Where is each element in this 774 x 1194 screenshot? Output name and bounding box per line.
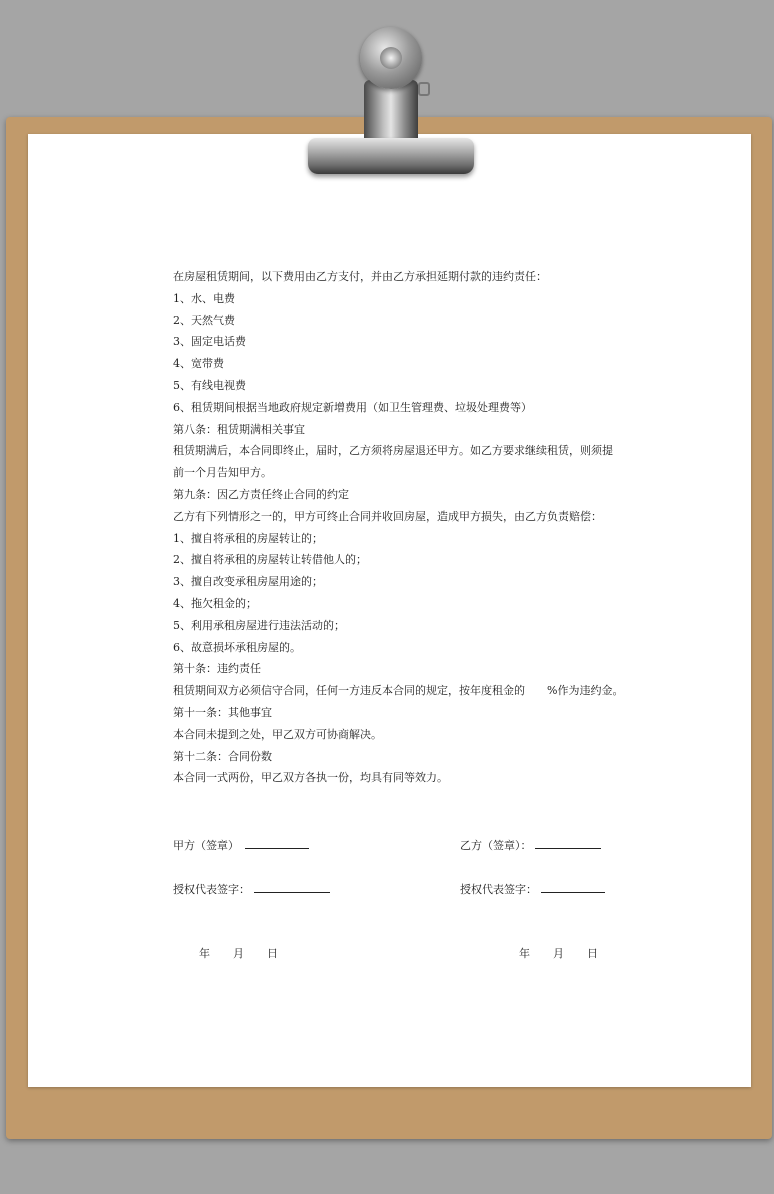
party-b-label: 乙方（签章）：	[460, 839, 532, 852]
rep-b-signature	[460, 880, 605, 897]
doc-line: 2、天然气费	[173, 313, 235, 327]
section-heading: 第八条：租赁期满相关事宜	[173, 422, 305, 436]
doc-line: 2、擅自将承租的房屋转让转借他人的；	[173, 553, 367, 567]
doc-line: 3、固定电话费	[173, 335, 246, 349]
doc-line: 1、擅自将承租的房屋转让的；	[173, 531, 323, 545]
date-b-month: 月	[553, 947, 564, 960]
clip-pin	[418, 82, 430, 96]
party-b-signature-line	[535, 836, 601, 849]
section-heading: 第十一条：其他事宜	[173, 705, 272, 719]
rep-a-signature-line	[254, 880, 330, 893]
date-a-day: 日	[267, 947, 278, 960]
rep-a-label: 授权代表签字：	[173, 883, 250, 896]
date-b	[519, 945, 598, 961]
doc-line: 6、租赁期间根据当地政府规定新增费用（如卫生管理费、垃圾处理费等）	[173, 400, 532, 414]
doc-line: 3、擅自改变承租房屋用途的；	[173, 575, 323, 589]
binder-clip-base	[308, 138, 474, 174]
doc-line: 前一个月告知甲方。	[173, 466, 272, 480]
binder-clip-ring	[360, 27, 422, 89]
section-heading: 第九条：因乙方责任终止合同的约定	[173, 487, 349, 501]
date-b-day: 日	[587, 947, 598, 960]
party-a-signature-line	[245, 836, 309, 849]
party-a-signature	[173, 836, 309, 853]
doc-line: 本合同一式两份，甲乙双方各执一份，均具有同等效力。	[173, 771, 448, 785]
section-heading: 第十二条：合同份数	[173, 749, 272, 763]
party-a-label: 甲方（签章）	[173, 839, 239, 852]
date-a-month: 月	[233, 947, 244, 960]
rep-a-signature	[173, 880, 330, 897]
rep-b-label: 授权代表签字：	[460, 883, 537, 896]
doc-line: 租赁期间双方必须信守合同，任何一方违反本合同的规定，按年度租金的 %作为违约金。	[173, 684, 624, 698]
date-b-year: 年	[519, 947, 530, 960]
doc-line: 乙方有下列情形之一的，甲方可终止合同并收回房屋，造成甲方损失，由乙方负责赔偿：	[173, 509, 602, 523]
party-b-signature	[460, 836, 601, 853]
clip-arm	[364, 80, 418, 142]
date-a-year: 年	[199, 947, 210, 960]
doc-line: 4、拖欠租金的；	[173, 596, 257, 610]
date-a	[199, 945, 278, 961]
rep-b-signature-line	[541, 880, 605, 893]
section-heading: 第十条：违约责任	[173, 662, 261, 676]
doc-line: 在房屋租赁期间，以下费用由乙方支付，并由乙方承担延期付款的违约责任：	[173, 270, 547, 283]
doc-line: 4、宽带费	[173, 357, 224, 371]
contract-body	[173, 266, 624, 789]
doc-line: 5、利用承租房屋进行违法活动的；	[173, 618, 345, 632]
doc-line: 5、有线电视费	[173, 378, 246, 392]
doc-line: 6、故意损坏承租房屋的。	[173, 640, 301, 654]
doc-line: 租赁期满后，本合同即终止，届时，乙方须将房屋退还甲方。如乙方要求继续租赁，则须提	[173, 444, 613, 458]
doc-line: 1、水、电费	[173, 291, 235, 305]
doc-line: 本合同未提到之处，甲乙双方可协商解决。	[173, 727, 382, 741]
